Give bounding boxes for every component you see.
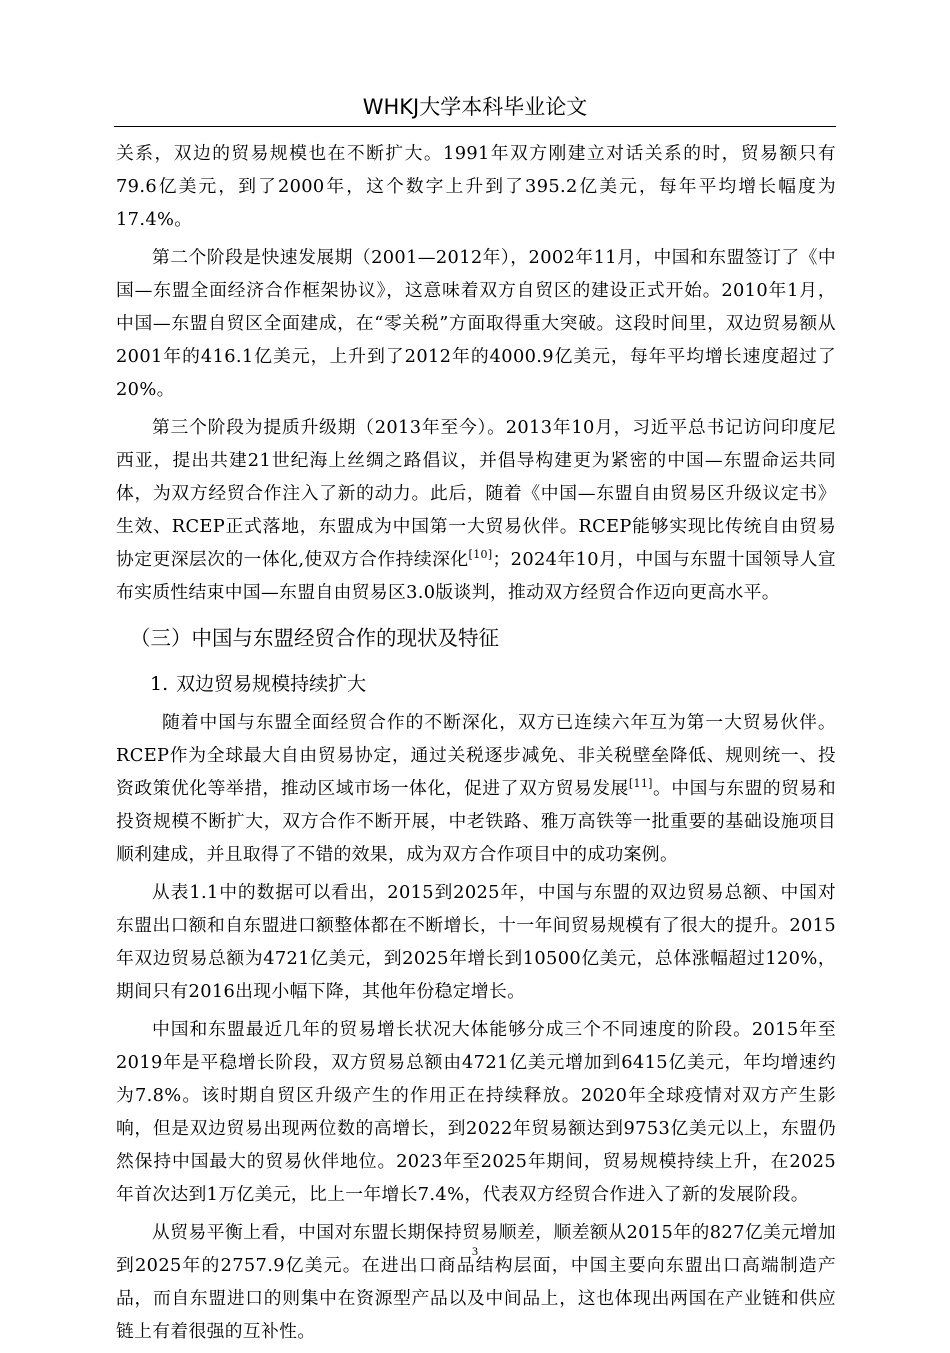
paragraph-1: 关系，双边的贸易规模也在不断扩大。1991年双方刚建立对话关系的时，贸易额只有79.6亿美元，到了2000年，这个数字上升到了395.2亿美元，每年平均增长幅度为17.4%。 bbox=[116, 143, 836, 230]
paragraph-4-text-a: 随着中国与东盟全面经贸合作的不断深化，双方已连续六年互为第一大贸易伙伴。RCEP作为全球最大自由贸易协定，通过关税逐步减免、非关税壁垒降低、规则统一、投资政策优化等举措，推动区域市场一体化，促进了双方贸易发展 bbox=[116, 712, 836, 799]
paragraph-5: 从表1.1中的数据可以看出，2015到2025年，中国与东盟的双边贸易总额、中国对东盟出口额和自东盟进口额整体都在不断增长，十一年间贸易规模有了很大的提升。2015年双边贸易总额为4721亿美元，到2025年增长到10500亿美元，总体涨幅超过120%，期间只有2016出现小幅下降，其他年份稳定增长。 bbox=[116, 882, 836, 1002]
paragraph-2: 第二个阶段是快速发展期（2001—2012年），2002年11月，中国和东盟签订了《中国—东盟全面经济合作框架协议》，这意味着双方自贸区的建设正式开始。2010年1月，中国—东盟自贸区全面建成，在“零关税”方面取得重大突破。这段时间里，双边贸易额从2001年的416.1亿美元，上升到了2012年的4000.9亿美元，每年平均增长速度超过了20%。 bbox=[116, 247, 836, 400]
header-divider bbox=[114, 126, 836, 127]
paragraph-3 bbox=[116, 411, 836, 609]
paragraph-6: 中国和东盟最近几年的贸易增长状况大体能够分成三个不同速度的阶段。2015年至2019年是平稳增长阶段，双方贸易总额由4721亿美元增加到6415亿美元，年均增速约为7.8%。该时期自贸区升级产生的作用正在持续释放。2020年全球疫情对双方产生影响，但是双边贸易出现两位数的高增长，到2022年贸易额达到9753亿美元以上，东盟仍然保持中国最大的贸易伙伴地位。2023年至2025年期间，贸易规模持续上升，在2025年首次达到1万亿美元，比上一年增长7.4%，代表双方经贸合作进入了新的发展阶段。 bbox=[116, 1019, 836, 1205]
page-body bbox=[116, 137, 836, 1353]
paragraph-4-text-b: 。中国与东盟的贸易和投资规模不断扩大，双方合作不断开展，中老铁路、雅万高铁等一批重要的基础设施项目顺利建成，并且取得了不错的效果，成为双方合作项目中的成功案例。 bbox=[116, 778, 836, 865]
paragraph-3-text-a: 第三个阶段为提质升级期（2013年至今）。2013年10月，习近平总书记访问印度尼西亚，提出共建21世纪海上丝绸之路倡议，并倡导构建更为紧密的中国—东盟命运共同体，为双方经贸合作注入了新的动力。此后，随着《中国—东盟自由贸易区升级议定书》生效、RCEP正式落地，东盟成为中国第一大贸易伙伴。RCEP能够实现比传统自由贸易协定更深层次的一体化,使双方合作持续深化 bbox=[116, 417, 836, 570]
citation-ref-11: [11] bbox=[628, 777, 653, 790]
subsection-title: 双边贸易规模持续扩大 bbox=[176, 673, 367, 695]
section-heading: （三）中国与东盟经贸合作的现状及特征 bbox=[130, 626, 499, 650]
page-number: 3 bbox=[472, 1244, 478, 1258]
paragraph-7: 从贸易平衡上看，中国对东盟长期保持贸易顺差，顺差额从2015年的827亿美元增加到2025年的2757.9亿美元。在进出口商品结构层面，中国主要向东盟出口高端制造产品，而自东盟进口的则集中在资源型产品以及中间品上，这也体现出两国在产业链和供应链上有着很强的互补性。 bbox=[116, 1222, 836, 1342]
paragraph-4 bbox=[116, 706, 836, 871]
page-header: WHKJ大学本科毕业论文 bbox=[362, 95, 588, 119]
citation-ref-10: [10] bbox=[468, 548, 493, 561]
subsection-number: 1. bbox=[150, 673, 169, 695]
paragraph-3-text-b: ；2024年10月，中国与东盟十国领导人宣布实质性结束中国—东盟自由贸易区3.0版谈判，推动双方经贸合作迈向更高水平。 bbox=[116, 549, 837, 603]
subsection-heading bbox=[116, 662, 836, 706]
